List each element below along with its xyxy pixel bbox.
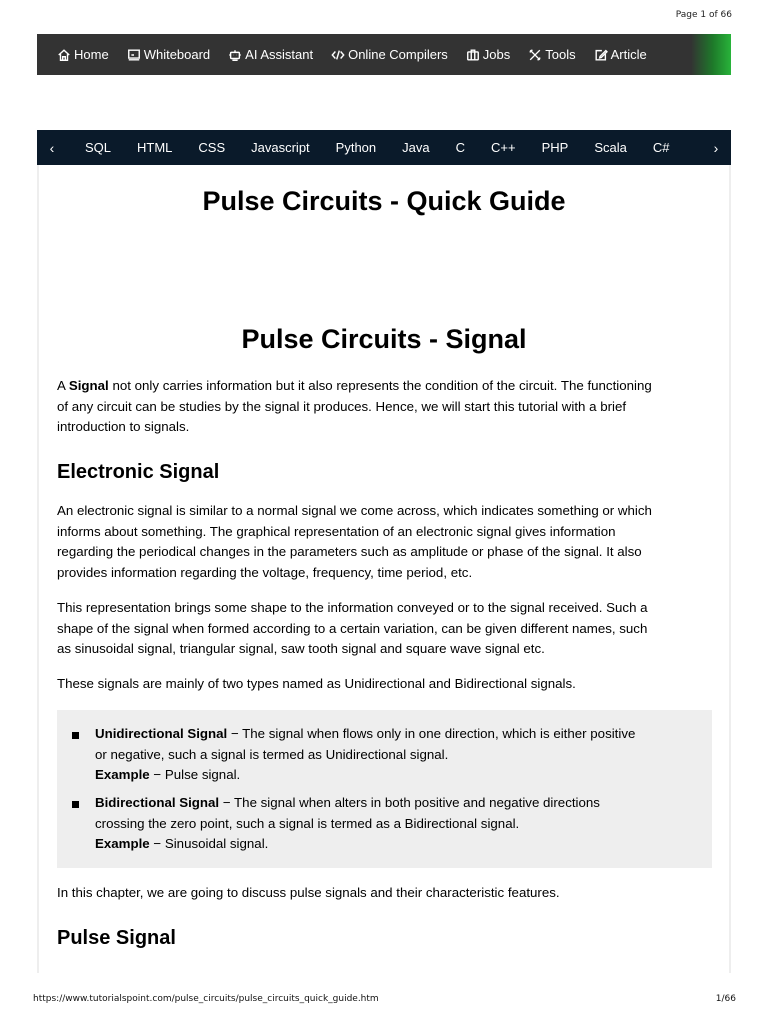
list-item-line-1 (95, 795, 600, 810)
nav-ai-assistant[interactable] (228, 47, 313, 62)
list-item (95, 724, 698, 786)
lang-java[interactable]: Java (402, 140, 430, 155)
nav-whiteboard-label: Whiteboard (143, 47, 211, 62)
list-item-term: Bidirectional Signal (95, 795, 220, 810)
nav-jobs-label: Jobs (482, 47, 511, 62)
home-icon (57, 48, 71, 62)
list-item-line-1-rest: − The signal when flows only in one direction, which is either positive (227, 726, 636, 741)
nav-whiteboard[interactable] (127, 47, 210, 62)
lang-sql[interactable]: SQL (85, 140, 112, 155)
nav-overflow-fade (691, 34, 731, 75)
electronic-paragraph-1 (57, 501, 711, 584)
square-bullet-icon (72, 801, 79, 808)
electronic-paragraph-3: These signals are mainly of two types named as Unidirectional and Bidirectional signals. (57, 676, 576, 691)
language-bar (37, 130, 731, 165)
nav-tools[interactable] (528, 47, 575, 62)
top-navigation (37, 34, 731, 75)
lang-html[interactable]: HTML (137, 140, 173, 155)
signal-types-callout (57, 710, 712, 868)
intro-line-2: of any circuit can be studies by the signal it produces. Hence, we will start this tutorial with a brief (57, 398, 627, 414)
nav-home[interactable] (57, 47, 109, 62)
p2-line-2: shape of the signal when formed according to a certain variation, can be given different names, such (57, 620, 648, 636)
example-text: − Sinusoidal signal. (149, 836, 269, 852)
heading-pulse-signal: Pulse Signal (57, 927, 176, 949)
intro-paragraph (57, 376, 711, 438)
p2-line-3: as sinusoidal signal, triangular signal, saw tooth signal and square wave signal etc. (57, 641, 545, 657)
example-label: Example (95, 767, 150, 783)
pulse-intro-paragraph: In this chapter, we are going to discuss pulse signals and their characteristic features. (57, 885, 560, 900)
lang-csharp[interactable]: C# (652, 140, 670, 155)
lang-python[interactable]: Python (335, 140, 377, 155)
footer-page-number: 1/66 (715, 994, 736, 1004)
nav-article-label: Article (610, 47, 647, 62)
footer-url: https://www.tutorialspoint.com/pulse_circuits/pulse_circuits_quick_guide.htm (33, 994, 379, 1004)
page-indicator: Page 1 of 66 (675, 10, 732, 20)
briefcase-icon (466, 48, 480, 62)
chevron-right-icon[interactable]: › (701, 130, 731, 165)
intro-bold-term: Signal (68, 378, 109, 393)
nav-home-label: Home (74, 47, 109, 62)
nav-online-compilers-label: Online Compilers (348, 47, 448, 62)
list-item-term: Unidirectional Signal (95, 726, 228, 741)
lang-javascript[interactable]: Javascript (251, 140, 310, 155)
p1-line-3: regarding the periodical changes in the parameters such as amplitude or phase of the signal. It also (57, 544, 642, 560)
p1-line-1: An electronic signal is similar to a normal signal we come across, which indicates something or which (57, 503, 652, 518)
list-item-line-1 (95, 726, 635, 741)
nav-tools-label: Tools (545, 47, 576, 62)
list-item-line-2: crossing the zero point, such a signal is termed as a Bidirectional signal. (95, 815, 520, 831)
chevron-left-icon[interactable]: ‹ (49, 139, 55, 156)
section-title: Pulse Circuits - Signal (241, 324, 527, 354)
p2-line-1: This representation brings some shape to the information conveyed or to the signal received. Such a (57, 600, 648, 615)
list-item (95, 793, 698, 855)
list-item-example (95, 836, 268, 851)
robot-icon (228, 48, 242, 62)
intro-line-3: introduction to signals. (57, 419, 190, 435)
example-text: − Pulse signal. (149, 767, 241, 783)
intro-prefix: A (57, 378, 69, 393)
p1-line-4: provides information regarding the voltage, frequency, time period, etc. (57, 565, 473, 581)
lang-cpp[interactable]: C++ (491, 140, 516, 155)
lang-php[interactable]: PHP (541, 140, 569, 155)
nav-ai-assistant-label: AI Assistant (245, 47, 314, 62)
square-bullet-icon (72, 732, 79, 739)
nav-article[interactable] (594, 47, 647, 62)
example-label: Example (95, 836, 150, 852)
electronic-paragraph-2 (57, 598, 711, 660)
list-item-example (95, 767, 240, 782)
page-title: Pulse Circuits - Quick Guide (202, 186, 566, 216)
lang-css[interactable]: CSS (198, 140, 226, 155)
heading-electronic-signal: Electronic Signal (57, 461, 220, 483)
list-item-line-1-rest: − The signal when alters in both positive and negative directions (219, 795, 600, 810)
intro-line-1-rest: not only carries information but it also represents the condition of the circuit. The functioning (108, 378, 652, 393)
code-icon (331, 48, 345, 62)
edit-icon (594, 48, 608, 62)
p1-line-2: informs about something. The graphical representation of an electronic signal gives information (57, 523, 616, 539)
nav-online-compilers[interactable] (331, 47, 448, 62)
lang-scala[interactable]: Scala (594, 140, 627, 155)
nav-jobs[interactable] (466, 47, 510, 62)
lang-c[interactable]: C (455, 140, 466, 155)
list-item-line-2: or negative, such a signal is termed as Unidirectional signal. (95, 746, 449, 762)
whiteboard-icon (127, 48, 141, 62)
tools-icon (528, 48, 542, 62)
intro-line-1 (57, 378, 652, 393)
